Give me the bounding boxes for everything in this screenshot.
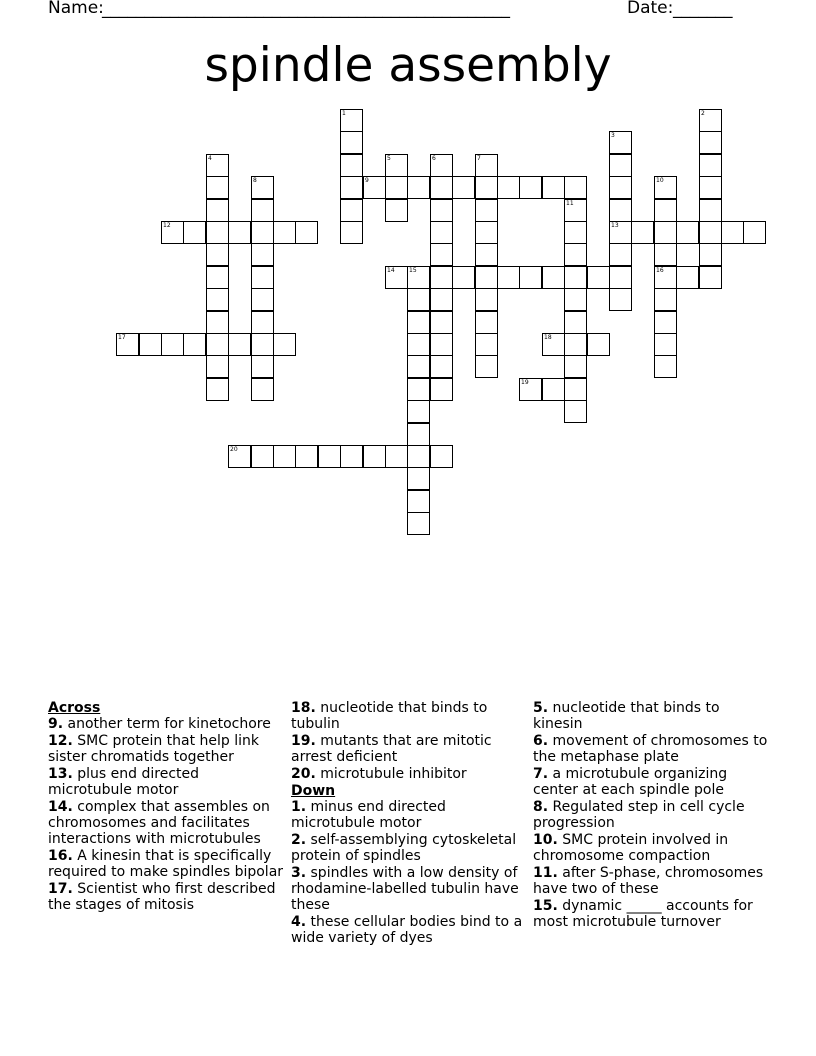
- crossword-cell[interactable]: [385, 154, 408, 177]
- crossword-cell[interactable]: [407, 467, 430, 490]
- crossword-cell[interactable]: [340, 199, 363, 222]
- clue-number-label: 4: [208, 155, 212, 162]
- crossword-cell[interactable]: [430, 378, 453, 401]
- crossword-cell[interactable]: [564, 378, 587, 401]
- across-clue: [291, 700, 527, 732]
- crossword-cell[interactable]: [676, 221, 699, 244]
- crossword-cell[interactable]: [206, 243, 229, 266]
- crossword-cell[interactable]: [564, 400, 587, 423]
- crossword-cell[interactable]: [699, 154, 722, 177]
- crossword-cell[interactable]: [452, 266, 475, 289]
- crossword-cell[interactable]: [564, 176, 587, 199]
- across-clue: [48, 799, 284, 847]
- crossword-cell[interactable]: [430, 311, 453, 334]
- crossword-cell[interactable]: [206, 154, 229, 177]
- clue-number: 10.: [533, 832, 558, 848]
- clue-text: a microtubule organizing center at each spindle pole: [533, 766, 728, 798]
- crossword-cell[interactable]: [407, 512, 430, 535]
- crossword-cell[interactable]: [407, 378, 430, 401]
- clue-number: 14.: [48, 799, 73, 815]
- crossword-cell[interactable]: [206, 333, 229, 356]
- across-clue: [48, 848, 284, 880]
- crossword-cell[interactable]: [699, 176, 722, 199]
- clue-text: nucleotide that binds to tubulin: [291, 700, 488, 732]
- crossword-cell[interactable]: [407, 176, 430, 199]
- crossword-cell[interactable]: [407, 266, 430, 289]
- crossword-cell[interactable]: [654, 333, 677, 356]
- crossword-cell[interactable]: [654, 176, 677, 199]
- crossword-cell[interactable]: [206, 311, 229, 334]
- clue-number-label: 3: [611, 132, 615, 139]
- crossword-cell[interactable]: [430, 221, 453, 244]
- clue-number-label: 6: [432, 155, 436, 162]
- name-blank-line[interactable]: ________________________________________________: [102, 0, 510, 19]
- crossword-cell[interactable]: [295, 445, 318, 468]
- clue-number: 7.: [533, 766, 549, 782]
- crossword-cell[interactable]: [407, 445, 430, 468]
- clue-text: A kinesin that is specifically required to make spindles bipolar: [48, 848, 284, 880]
- crossword-cell[interactable]: [407, 311, 430, 334]
- crossword-cell[interactable]: [519, 378, 542, 401]
- down-clue: [533, 799, 773, 831]
- clue-number-label: 17: [118, 334, 126, 341]
- clue-number-label: 13: [611, 222, 619, 229]
- crossword-cell[interactable]: [475, 176, 498, 199]
- down-clue: [533, 832, 773, 864]
- crossword-cell[interactable]: [475, 355, 498, 378]
- crossword-cell[interactable]: [654, 355, 677, 378]
- clue-number: 5.: [533, 700, 549, 716]
- crossword-cell[interactable]: [340, 154, 363, 177]
- clue-number-label: 5: [387, 155, 391, 162]
- clue-text: mutants that are mitotic arrest deficient: [291, 733, 492, 765]
- crossword-cell[interactable]: [475, 266, 498, 289]
- crossword-cell[interactable]: [363, 445, 386, 468]
- crossword-cell[interactable]: [206, 355, 229, 378]
- clue-number-label: 2: [701, 110, 705, 117]
- crossword-cell[interactable]: [475, 311, 498, 334]
- clue-column-1: [48, 700, 284, 914]
- clue-number: 15.: [533, 898, 558, 914]
- name-label: Name:: [48, 0, 104, 18]
- clue-number: 20.: [291, 766, 316, 782]
- crossword-cell[interactable]: [139, 333, 162, 356]
- crossword-cell[interactable]: [609, 288, 632, 311]
- down-clue: [291, 799, 527, 831]
- crossword-cell[interactable]: [519, 176, 542, 199]
- crossword-cell[interactable]: [564, 221, 587, 244]
- crossword-cell[interactable]: [699, 109, 722, 132]
- down-clue: [533, 766, 773, 798]
- crossword-cell[interactable]: [385, 199, 408, 222]
- crossword-cell[interactable]: [251, 176, 274, 199]
- crossword-cell[interactable]: [430, 333, 453, 356]
- crossword-cell[interactable]: [228, 221, 251, 244]
- clue-text: dynamic _____ accounts for most microtubule turnover: [533, 898, 753, 930]
- crossword-cell[interactable]: [273, 445, 296, 468]
- crossword-cell[interactable]: [206, 176, 229, 199]
- crossword-cell[interactable]: [161, 333, 184, 356]
- crossword-cell[interactable]: [295, 221, 318, 244]
- clue-number-label: 16: [656, 267, 664, 274]
- clue-number-label: 18: [544, 334, 552, 341]
- crossword-cell[interactable]: [609, 243, 632, 266]
- clue-number-label: 7: [477, 155, 481, 162]
- down-clue: [533, 898, 773, 930]
- clue-number-label: 12: [163, 222, 171, 229]
- crossword-cell[interactable]: [251, 311, 274, 334]
- clue-text: self-assemblying cytoskeletal protein of spindles: [291, 832, 517, 864]
- clue-number: 3.: [291, 865, 307, 881]
- crossword-cell[interactable]: [676, 266, 699, 289]
- clue-text: nucleotide that binds to kinesin: [533, 700, 720, 732]
- crossword-cell[interactable]: [542, 333, 565, 356]
- across-clue: [291, 733, 527, 765]
- clue-number: 18.: [291, 700, 316, 716]
- clue-number-label: 1: [342, 110, 346, 117]
- crossword-cell[interactable]: [743, 221, 766, 244]
- clue-text: spindles with a low density of rhodamine-labelled tubulin have these: [291, 865, 519, 913]
- clue-text: another term for kinetochore: [67, 716, 271, 732]
- crossword-cell[interactable]: [251, 221, 274, 244]
- clue-number: 11.: [533, 865, 558, 881]
- crossword-cell[interactable]: [206, 288, 229, 311]
- crossword-cell[interactable]: [206, 378, 229, 401]
- clue-number-label: 20: [230, 446, 238, 453]
- crossword-cell[interactable]: [609, 266, 632, 289]
- clue-number: 1.: [291, 799, 307, 815]
- clue-number: 13.: [48, 766, 73, 782]
- clue-number: 12.: [48, 733, 73, 749]
- across-heading: Across: [48, 700, 101, 716]
- crossword-cell[interactable]: [564, 311, 587, 334]
- crossword-cell[interactable]: [363, 176, 386, 199]
- crossword-cell[interactable]: [251, 333, 274, 356]
- crossword-cell[interactable]: [206, 221, 229, 244]
- crossword-cell[interactable]: [430, 176, 453, 199]
- crossword-cell[interactable]: [654, 221, 677, 244]
- across-clue: [48, 716, 284, 732]
- crossword-cell[interactable]: [609, 131, 632, 154]
- clue-column-3: [533, 700, 773, 931]
- crossword-cell[interactable]: [654, 199, 677, 222]
- crossword-cell[interactable]: [475, 154, 498, 177]
- down-clue: [533, 865, 773, 897]
- clue-text: movement of chromosomes to the metaphase plate: [533, 733, 768, 765]
- crossword-cell[interactable]: [654, 243, 677, 266]
- down-clue: [291, 832, 527, 864]
- clue-number: 9.: [48, 716, 64, 732]
- clue-text: Regulated step in cell cycle progression: [533, 799, 745, 831]
- crossword-cell[interactable]: [430, 266, 453, 289]
- down-clue: [533, 700, 773, 732]
- clue-number: 8.: [533, 799, 549, 815]
- clue-number: 17.: [48, 881, 73, 897]
- clue-number-label: 19: [521, 379, 529, 386]
- clue-text: complex that assembles on chromosomes and facilitates interactions with microtubules: [48, 799, 270, 847]
- crossword-cell[interactable]: [542, 378, 565, 401]
- across-clue: [48, 766, 284, 798]
- crossword-cell[interactable]: [407, 400, 430, 423]
- clue-number: 4.: [291, 914, 307, 930]
- crossword-cell[interactable]: [564, 288, 587, 311]
- crossword-cell[interactable]: [609, 176, 632, 199]
- clue-number-label: 8: [253, 177, 257, 184]
- crossword-cell[interactable]: [340, 109, 363, 132]
- across-clue: [48, 733, 284, 765]
- puzzle-title: spindle assembly: [204, 38, 612, 93]
- crossword-cell[interactable]: [228, 445, 251, 468]
- clue-column-2: [291, 700, 527, 947]
- crossword-cell[interactable]: [699, 131, 722, 154]
- crossword-cell[interactable]: [407, 490, 430, 513]
- down-clue: [291, 865, 527, 913]
- crossword-cell[interactable]: [475, 199, 498, 222]
- crossword-cell[interactable]: [430, 445, 453, 468]
- clue-number-label: 15: [409, 267, 417, 274]
- crossword-cell[interactable]: [430, 355, 453, 378]
- clue-text: microtubule inhibitor: [320, 766, 467, 782]
- crossword-cell[interactable]: [609, 199, 632, 222]
- crossword-cell[interactable]: [699, 266, 722, 289]
- clue-number: 16.: [48, 848, 73, 864]
- crossword-cell[interactable]: [654, 266, 677, 289]
- crossword-cell[interactable]: [564, 333, 587, 356]
- crossword-cell[interactable]: [251, 288, 274, 311]
- crossword-cell[interactable]: [385, 176, 408, 199]
- crossword-cell[interactable]: [251, 199, 274, 222]
- clue-number: 6.: [533, 733, 549, 749]
- clue-number-label: 11: [566, 200, 574, 207]
- crossword-cell[interactable]: [430, 199, 453, 222]
- clue-text: plus end directed microtubule motor: [48, 766, 200, 798]
- crossword-cell[interactable]: [587, 333, 610, 356]
- crossword-cell[interactable]: [564, 266, 587, 289]
- date-blank-line[interactable]: _______: [673, 0, 733, 19]
- clue-text: after S-phase, chromosomes have two of these: [533, 865, 764, 897]
- crossword-cell[interactable]: [183, 333, 206, 356]
- crossword-cell[interactable]: [564, 355, 587, 378]
- crossword-cell[interactable]: [407, 288, 430, 311]
- crossword-cell[interactable]: [407, 333, 430, 356]
- crossword-cell[interactable]: [273, 333, 296, 356]
- crossword-cell[interactable]: [609, 221, 632, 244]
- crossword-cell[interactable]: [497, 266, 520, 289]
- crossword-cell[interactable]: [587, 266, 610, 289]
- crossword-cell[interactable]: [430, 243, 453, 266]
- crossword-cell[interactable]: [542, 176, 565, 199]
- crossword-cell[interactable]: [542, 266, 565, 289]
- crossword-cell[interactable]: [407, 355, 430, 378]
- crossword-cell[interactable]: [475, 333, 498, 356]
- clue-number-label: 14: [387, 267, 395, 274]
- crossword-cell[interactable]: [430, 154, 453, 177]
- crossword-cell[interactable]: [251, 266, 274, 289]
- crossword-cell[interactable]: [609, 154, 632, 177]
- crossword-cell[interactable]: [430, 288, 453, 311]
- crossword-cell[interactable]: [273, 221, 296, 244]
- crossword-cell[interactable]: [564, 243, 587, 266]
- crossword-cell[interactable]: [385, 445, 408, 468]
- crossword-cell[interactable]: [251, 378, 274, 401]
- crossword-cell[interactable]: [206, 266, 229, 289]
- date-label: Date:: [627, 0, 674, 18]
- crossword-cell[interactable]: [318, 445, 341, 468]
- crossword-cell[interactable]: [497, 176, 520, 199]
- across-clue: [291, 766, 527, 782]
- crossword-cell[interactable]: [183, 221, 206, 244]
- clue-text: these cellular bodies bind to a wide variety of dyes: [291, 914, 523, 946]
- crossword-cell[interactable]: [654, 288, 677, 311]
- down-heading: Down: [291, 783, 336, 799]
- crossword-cell[interactable]: [251, 243, 274, 266]
- crossword-cell[interactable]: [654, 311, 677, 334]
- down-clue: [533, 733, 773, 765]
- clue-text: SMC protein that help link sister chromatids together: [48, 733, 260, 765]
- clue-text: minus end directed microtubule motor: [291, 799, 446, 831]
- crossword-cell[interactable]: [340, 131, 363, 154]
- crossword-cell[interactable]: [228, 333, 251, 356]
- crossword-cell[interactable]: [699, 243, 722, 266]
- crossword-cell[interactable]: [699, 221, 722, 244]
- crossword-cell[interactable]: [385, 266, 408, 289]
- crossword-cell[interactable]: [340, 176, 363, 199]
- crossword-cell[interactable]: [407, 423, 430, 446]
- crossword-cell[interactable]: [251, 355, 274, 378]
- clue-number: 2.: [291, 832, 307, 848]
- clue-number-label: 9: [365, 177, 369, 184]
- crossword-cell[interactable]: [452, 176, 475, 199]
- clue-text: Scientist who first described the stages of mitosis: [48, 881, 276, 913]
- crossword-cell[interactable]: [161, 221, 184, 244]
- crossword-cell[interactable]: [475, 221, 498, 244]
- crossword-cell[interactable]: [251, 445, 274, 468]
- crossword-cell[interactable]: [475, 288, 498, 311]
- crossword-cell[interactable]: [519, 266, 542, 289]
- crossword-cell[interactable]: [340, 445, 363, 468]
- crossword-cell[interactable]: [116, 333, 139, 356]
- crossword-cell[interactable]: [564, 199, 587, 222]
- across-clue: [48, 881, 284, 913]
- clue-number: 19.: [291, 733, 316, 749]
- crossword-cell[interactable]: [475, 243, 498, 266]
- crossword-cell[interactable]: [206, 199, 229, 222]
- crossword-cell[interactable]: [631, 221, 654, 244]
- clue-text: SMC protein involved in chromosome compaction: [533, 832, 729, 864]
- crossword-cell[interactable]: [721, 221, 744, 244]
- clue-number-label: 10: [656, 177, 664, 184]
- crossword-cell[interactable]: [340, 221, 363, 244]
- crossword-cell[interactable]: [699, 199, 722, 222]
- down-clue: [291, 914, 527, 946]
